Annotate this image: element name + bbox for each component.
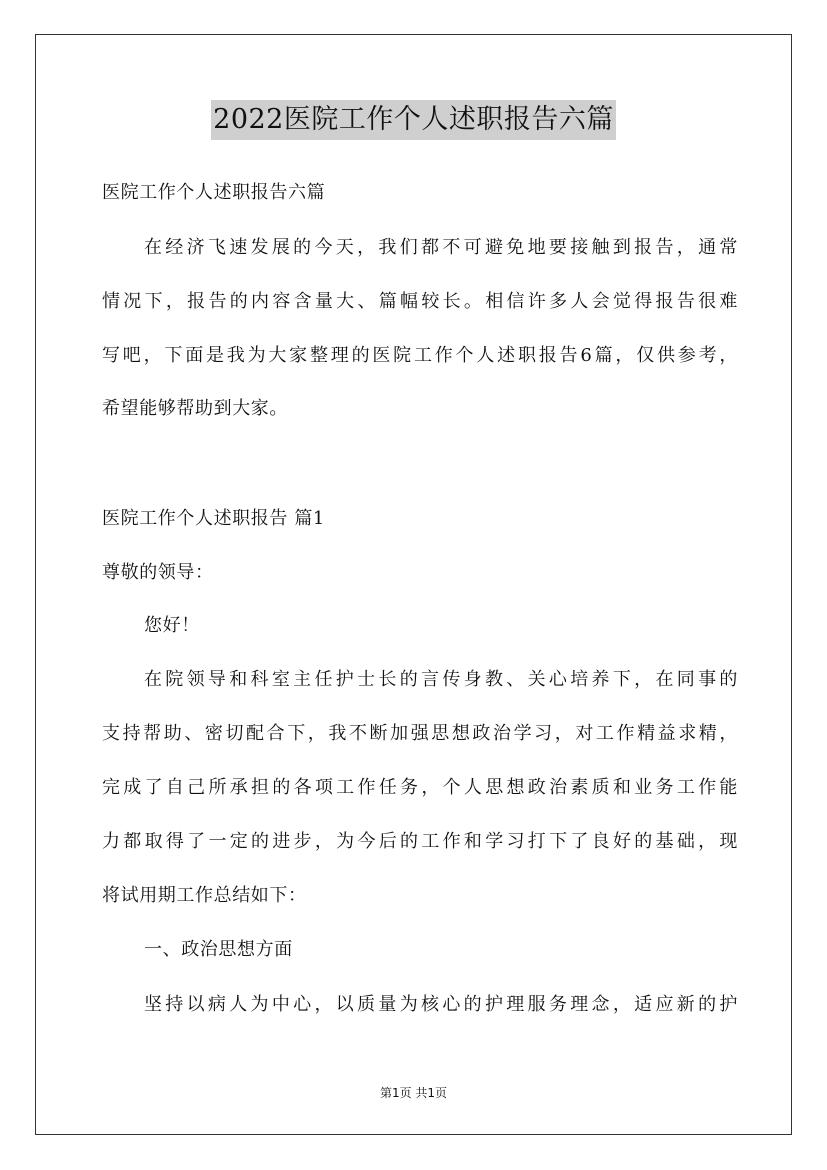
- page-footer: 第1页 共1页: [379, 1086, 448, 1100]
- body-line-1: 在院领导和科室主任护士长的言传身教、关心培养下，在同事的: [144, 669, 738, 690]
- intro-line-4: 希望能够帮助到大家。: [102, 398, 288, 419]
- intro-line-2: 情况下，报告的内容含量大、篇幅较长。相信许多人会觉得报告很难: [102, 291, 738, 312]
- last-line: 坚持以病人为中心，以质量为核心的护理服务理念，适应新的护: [144, 994, 738, 1015]
- intro-line-3: 写吧，下面是我为大家整理的医院工作个人述职报告6篇，仅供参考，: [102, 345, 738, 366]
- greeting: 您好！: [144, 615, 200, 636]
- body-line-5: 将试用期工作总结如下：: [102, 885, 307, 906]
- body-line-3: 完成了自己所承担的各项工作任务，个人思想政治素质和业务工作能: [102, 777, 738, 798]
- section-heading: 医院工作个人述职报告 篇1: [102, 508, 325, 529]
- title-block: [0, 100, 827, 140]
- document-title: 2022医院工作个人述职报告六篇: [211, 100, 616, 140]
- body-line-2: 支持帮助、密切配合下，我不断加强思想政治学习，对工作精益求精，: [102, 723, 738, 744]
- intro-line-1: 在经济飞速发展的今天，我们都不可避免地要接触到报告，通常: [144, 237, 738, 258]
- body-line-4: 力都取得了一定的进步，为今后的工作和学习打下了良好的基础，现: [102, 831, 738, 852]
- document-subtitle: 医院工作个人述职报告六篇: [102, 182, 326, 203]
- subheading: 一、政治思想方面: [144, 939, 293, 960]
- salutation: 尊敬的领导：: [102, 562, 214, 583]
